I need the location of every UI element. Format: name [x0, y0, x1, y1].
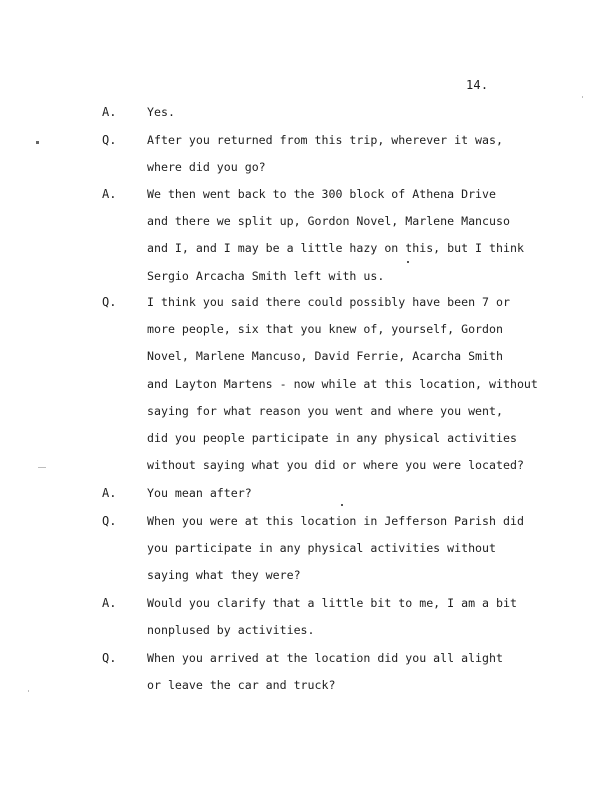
entry-text: We then went back to the 300 block of Athena Drive and there we split up, Gordon Novel, Marlene Mancuso and I, and I may be a little hazy on this, but I think Sergio Arcacha Smith left with us.	[147, 187, 524, 283]
scan-speck	[341, 504, 343, 506]
scan-speck	[407, 261, 409, 263]
speaker-label: Q.	[102, 133, 117, 147]
entry-text: When you were at this location in Jefferson Parish did you participate in any physical activities without saying what they were?	[147, 514, 524, 583]
entry-text: Yes.	[147, 105, 175, 119]
scan-speck	[582, 96, 583, 98]
scan-speck	[38, 467, 46, 468]
speaker-label: A.	[102, 486, 117, 500]
speaker-label: A.	[102, 596, 117, 610]
speaker-label: Q.	[102, 514, 117, 528]
speaker-label: A.	[102, 187, 117, 201]
page-number: 14.	[466, 78, 489, 92]
entry-text: I think you said there could possibly have been 7 or more people, six that you knew of, yourself, Gordon Novel, Marlene Mancuso, David Ferrie, Acarcha Smith and Layton Martens - now while at this location, without saying for what reason you went and where you went, did you people participate in any physical activities without saying what you did or where you were located?	[147, 295, 538, 473]
speaker-label: Q.	[102, 295, 117, 309]
entry-text: Would you clarify that a little bit to me, I am a bit nonplused by activities.	[147, 596, 517, 638]
scan-speck	[36, 141, 39, 144]
scan-speck	[28, 690, 29, 692]
entry-text: When you arrived at the location did you all alight or leave the car and truck?	[147, 651, 503, 693]
entry-text: After you returned from this trip, wherever it was, where did you go?	[147, 133, 503, 175]
speaker-label: Q.	[102, 651, 117, 665]
speaker-label: A.	[102, 105, 117, 119]
entry-text: You mean after?	[147, 486, 252, 500]
